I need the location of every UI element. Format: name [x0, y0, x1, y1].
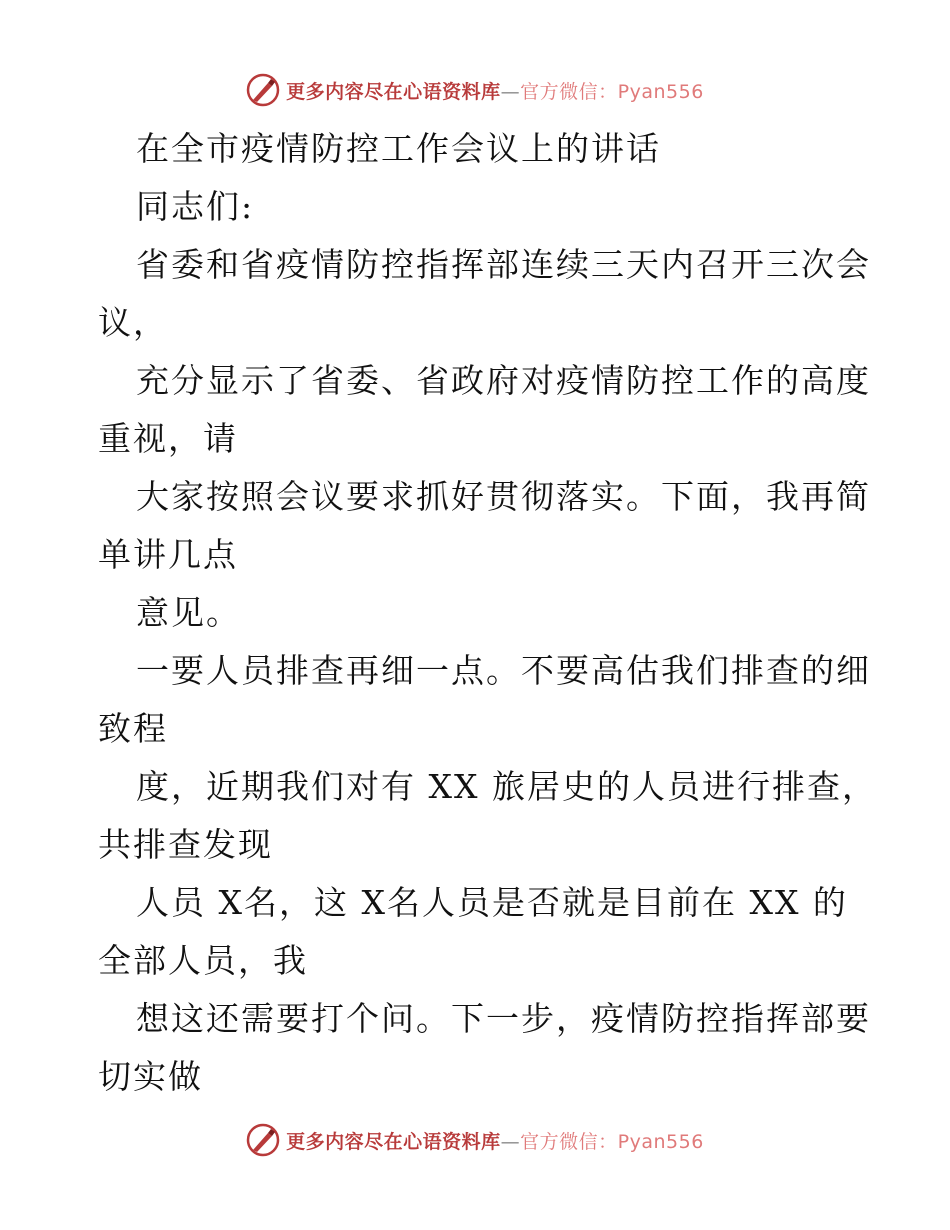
text-line: 度，近期我们对有 XX 旅居史的人员进行排查，: [136, 767, 877, 806]
text-line: 重视，请: [98, 419, 238, 458]
text-line: 致程: [98, 709, 168, 748]
text-line: 共排查发现: [98, 825, 273, 864]
watermark-wechat: 官方微信：Pyan556: [520, 1130, 704, 1153]
text-line: 充分显示了省委、省政府对疫情防控工作的高度: [136, 361, 871, 400]
text-line: 全部人员，我: [98, 941, 308, 980]
text-line: 大家按照会议要求抓好贯彻落实。下面，我再简: [136, 477, 871, 516]
watermark-text: [286, 77, 704, 104]
text-line: 在全市疫情防控工作会议上的讲话: [136, 129, 661, 168]
watermark-text: [286, 1127, 704, 1154]
watermark-site-name: 更多内容尽在心语资料库: [286, 80, 501, 103]
text-line: 想这还需要打个问。下一步，疫情防控指挥部要: [136, 999, 871, 1038]
text-line: 议，: [98, 303, 168, 342]
watermark-wechat: 官方微信：Pyan556: [520, 80, 704, 103]
text-line: 省委和省疫情防控指挥部连续三天内召开三次会: [136, 245, 871, 284]
watermark-dash: —: [500, 1130, 521, 1153]
text-line: 意见。: [136, 593, 241, 632]
text-line: 切实做: [98, 1057, 203, 1096]
watermark-dash: —: [500, 80, 521, 103]
text-line: 单讲几点: [98, 535, 238, 574]
footer-watermark: [0, 1120, 950, 1160]
watermark-site-name: 更多内容尽在心语资料库: [286, 1130, 501, 1153]
text-line: 一要人员排查再细一点。不要高估我们排查的细: [136, 651, 871, 690]
pen-logo-icon: [246, 73, 280, 107]
document-body: [98, 120, 877, 1106]
text-line: 同志们:: [136, 187, 255, 226]
header-watermark: [0, 70, 950, 110]
pen-logo-icon: [246, 1123, 280, 1157]
text-line: 人员 X名，这 X名人员是否就是目前在 XX 的: [136, 883, 848, 922]
